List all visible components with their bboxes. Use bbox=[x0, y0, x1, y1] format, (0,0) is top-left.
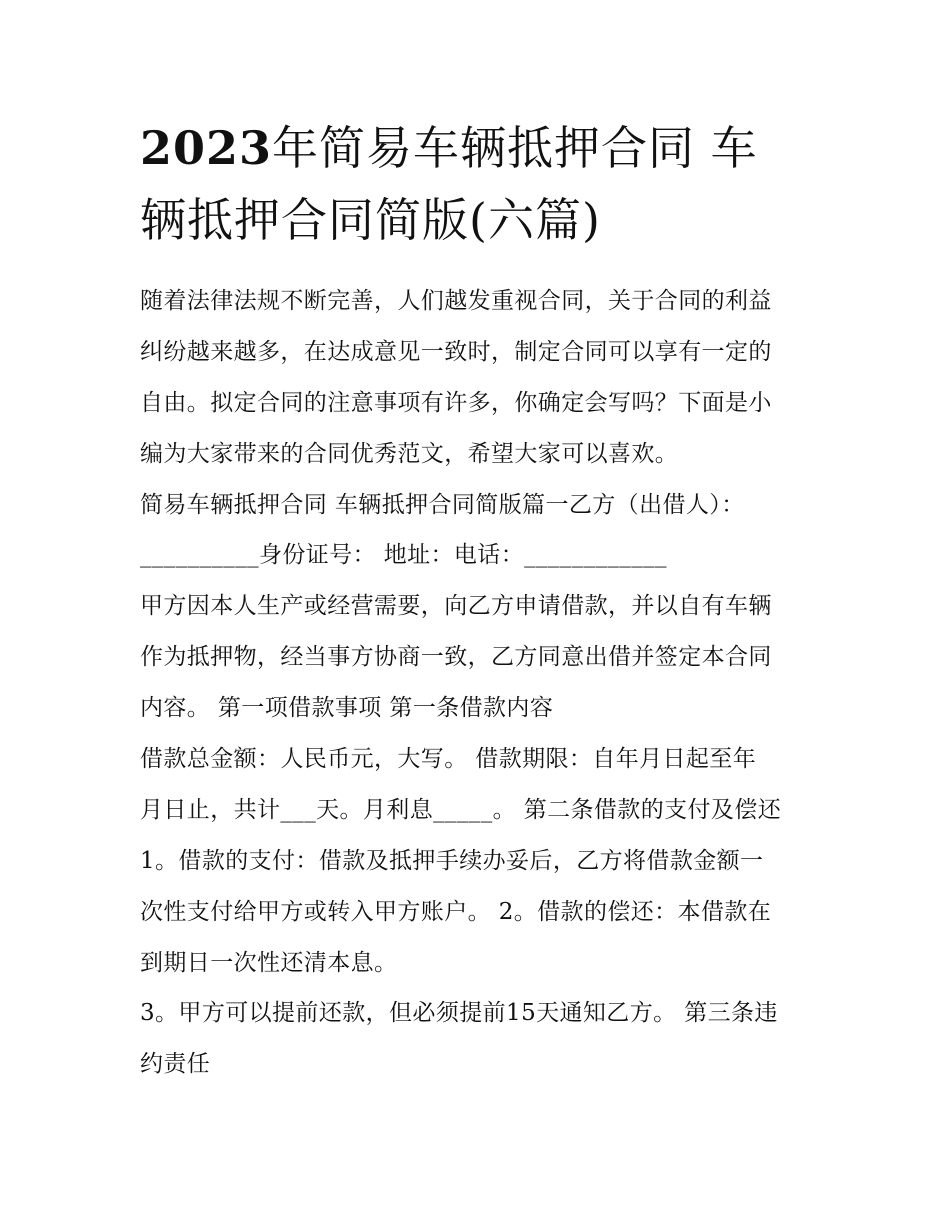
body-line: 约责任 bbox=[140, 1051, 211, 1078]
body-line: 编为大家带来的合同优秀范文，希望大家可以喜欢。 bbox=[140, 440, 679, 467]
body-line: 到期日一次性还清本息。 bbox=[140, 949, 398, 976]
body-line: 自由。拟定合同的注意事项有许多，你确定会写吗？下面是小 bbox=[140, 389, 772, 416]
document-body bbox=[140, 276, 820, 1090]
title-year: 2023 bbox=[140, 121, 273, 175]
body-line: 1。借款的支付：借款及抵押手续办妥后，乙方将借款金额一 bbox=[140, 847, 764, 874]
body-line: 次性支付给甲方或转入甲方账户。 2。借款的偿还：本借款在 bbox=[140, 898, 772, 925]
body-line: __________身份证号： 地址：电话：____________ bbox=[140, 542, 667, 569]
body-line: 简易车辆抵押合同 车辆抵押合同简版篇一乙方（出借人）： bbox=[140, 491, 745, 518]
body-line: 作为抵押物，经当事方协商一致，乙方同意出借并签定本合同 bbox=[140, 644, 772, 671]
body-line: 月日止，共计___天。月利息_____。 第二条借款的支付及偿还 bbox=[140, 796, 782, 823]
title-line2: 辆抵押合同简版(六篇) bbox=[140, 193, 601, 247]
body-line: 内容。 第一项借款事项 第一条借款内容 bbox=[140, 695, 554, 722]
body-line: 纠纷越来越多，在达成意见一致时，制定合同可以享有一定的 bbox=[140, 338, 772, 365]
body-line: 甲方因本人生产或经营需要，向乙方申请借款，并以自有车辆 bbox=[140, 593, 772, 620]
title-line1: 年简易车辆抵押合同 车 bbox=[272, 121, 758, 175]
body-line: 借款总金额：人民币元，大写。 借款期限：自年月日起至年 bbox=[140, 746, 757, 773]
body-line: 3。甲方可以提前还款，但必须提前15天通知乙方。 第三条违 bbox=[140, 1000, 778, 1027]
document-title bbox=[140, 112, 820, 256]
body-line: 随着法律法规不断完善，人们越发重视合同，关于合同的利益 bbox=[140, 288, 772, 314]
